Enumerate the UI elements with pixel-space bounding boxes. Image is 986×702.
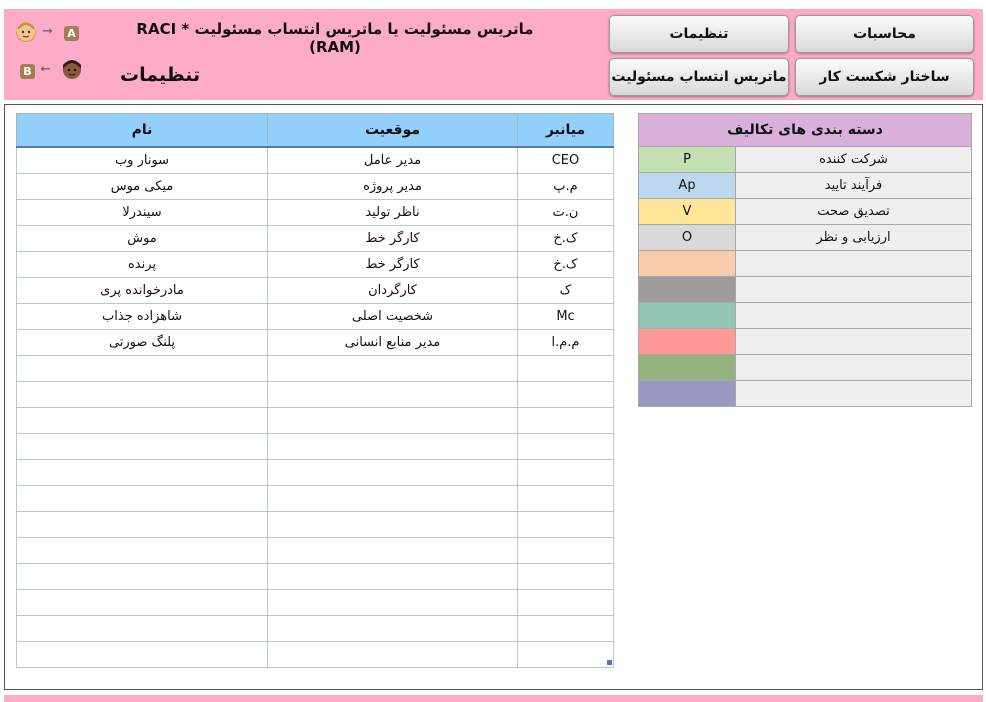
name-cell[interactable] — [17, 590, 268, 616]
shortcut-cell[interactable] — [518, 460, 614, 486]
name-cell[interactable] — [17, 460, 268, 486]
name-cell[interactable]: شاهزاده جذاب — [17, 304, 268, 330]
category-row — [639, 225, 972, 251]
name-cell[interactable] — [17, 538, 268, 564]
position-cell[interactable]: مدیر منابع انسانی — [268, 330, 518, 356]
shortcut-cell[interactable]: م.پ — [518, 174, 614, 200]
table-row — [17, 200, 614, 226]
name-cell[interactable]: مادرخوانده پری — [17, 278, 268, 304]
table-row — [17, 590, 614, 616]
position-cell[interactable] — [268, 356, 518, 382]
position-cell[interactable] — [268, 486, 518, 512]
position-cell[interactable] — [268, 564, 518, 590]
shortcut-cell[interactable]: م.م.ا — [518, 330, 614, 356]
footer-bar — [4, 695, 983, 702]
position-cell[interactable] — [268, 512, 518, 538]
shortcut-cell[interactable] — [518, 408, 614, 434]
page-subtitle: تنظیمات — [120, 64, 201, 86]
shortcut-cell[interactable]: ک.خ — [518, 252, 614, 278]
category-code-cell[interactable]: V — [639, 199, 736, 225]
category-label-cell[interactable]: تصدیق صحت — [736, 199, 972, 225]
name-cell[interactable] — [17, 434, 268, 460]
role-switch-icons[interactable] — [14, 16, 88, 92]
arrow-left-icon: ➞ — [40, 62, 51, 77]
categories-header-row — [639, 114, 972, 147]
category-label-cell[interactable]: شرکت کننده — [736, 147, 972, 173]
shortcut-cell[interactable] — [518, 512, 614, 538]
position-cell[interactable] — [268, 616, 518, 642]
category-code-cell[interactable] — [639, 251, 736, 277]
category-row — [639, 147, 972, 173]
shortcut-cell[interactable]: Mc — [518, 304, 614, 330]
category-label-cell[interactable]: ارزیابی و نظر — [736, 225, 972, 251]
task-categories-table — [638, 113, 972, 407]
name-cell[interactable] — [17, 486, 268, 512]
shortcut-cell[interactable] — [518, 538, 614, 564]
category-label-cell[interactable] — [736, 329, 972, 355]
position-cell[interactable] — [268, 460, 518, 486]
table-row — [17, 460, 614, 486]
table-row — [17, 486, 614, 512]
category-label-cell[interactable] — [736, 303, 972, 329]
name-cell[interactable] — [17, 356, 268, 382]
position-cell[interactable] — [268, 408, 518, 434]
name-cell[interactable] — [17, 382, 268, 408]
categories-header: دسته بندی های تکالیف — [639, 114, 972, 147]
name-cell[interactable] — [17, 564, 268, 590]
category-code-cell[interactable]: O — [639, 225, 736, 251]
table-row — [17, 512, 614, 538]
page-title: ماتریس مسئولیت یا ماتریس انتساب مسئولیت RACI * (RAM) — [136, 20, 534, 56]
category-row — [639, 381, 972, 407]
table-row — [17, 616, 614, 642]
table-row — [17, 330, 614, 356]
name-cell[interactable] — [17, 408, 268, 434]
category-row — [639, 355, 972, 381]
position-cell[interactable] — [268, 590, 518, 616]
shortcut-column-header[interactable]: میانبر — [518, 114, 614, 148]
position-cell[interactable] — [268, 434, 518, 460]
position-cell[interactable]: کارگردان — [268, 278, 518, 304]
category-code-cell[interactable]: P — [639, 147, 736, 173]
calculations-button[interactable]: محاسبات — [795, 15, 974, 53]
position-cell[interactable] — [268, 382, 518, 408]
name-cell[interactable] — [17, 642, 268, 668]
category-row — [639, 199, 972, 225]
shortcut-cell[interactable] — [518, 486, 614, 512]
name-cell[interactable]: موش — [17, 226, 268, 252]
category-code-cell[interactable] — [639, 381, 736, 407]
people-table — [16, 113, 614, 668]
category-code-cell[interactable] — [639, 277, 736, 303]
category-row — [639, 277, 972, 303]
category-label-cell[interactable]: فرآیند تایید — [736, 173, 972, 199]
category-row — [639, 173, 972, 199]
settings-button[interactable]: تنظیمات — [609, 15, 789, 53]
category-label-cell[interactable] — [736, 381, 972, 407]
shortcut-cell[interactable] — [518, 434, 614, 460]
shortcut-cell[interactable] — [518, 382, 614, 408]
arrow-right-icon: ➞ — [42, 24, 53, 39]
ram-button[interactable]: ماتریس انتساب مسئولیت — [609, 58, 789, 96]
category-code-cell[interactable] — [639, 329, 736, 355]
position-column-header[interactable]: موقعیت — [268, 114, 518, 148]
name-cell[interactable] — [17, 616, 268, 642]
people-table-header-row — [17, 114, 614, 148]
shortcut-cell[interactable] — [518, 642, 614, 668]
name-cell[interactable]: سونار وب — [17, 147, 268, 174]
table-row — [17, 356, 614, 382]
table-row — [17, 538, 614, 564]
shortcut-cell[interactable] — [518, 616, 614, 642]
position-cell[interactable]: مدیر عامل — [268, 147, 518, 174]
category-row — [639, 329, 972, 355]
table-row — [17, 226, 614, 252]
table-row — [17, 174, 614, 200]
category-row — [639, 303, 972, 329]
category-row — [639, 251, 972, 277]
name-cell[interactable]: پلنگ صورتی — [17, 330, 268, 356]
position-cell[interactable] — [268, 538, 518, 564]
table-row — [17, 278, 614, 304]
person-avatar-icon — [16, 22, 36, 42]
category-code-cell[interactable] — [639, 355, 736, 381]
position-cell[interactable]: کارگر خط — [268, 252, 518, 278]
table-row — [17, 252, 614, 278]
person-avatar-dark-icon — [62, 60, 82, 80]
position-cell[interactable] — [268, 642, 518, 668]
shortcut-cell[interactable]: CEO — [518, 147, 614, 174]
shortcut-cell[interactable]: ک.خ — [518, 226, 614, 252]
position-cell[interactable]: مدیر پروژه — [268, 174, 518, 200]
name-column-header[interactable]: نام — [17, 114, 268, 148]
category-code-cell[interactable] — [639, 303, 736, 329]
shortcut-cell[interactable] — [518, 564, 614, 590]
table-row — [17, 382, 614, 408]
position-cell[interactable]: شخصیت اصلی — [268, 304, 518, 330]
shortcut-cell[interactable]: ک — [518, 278, 614, 304]
shortcut-cell[interactable]: ن.ت — [518, 200, 614, 226]
category-label-cell[interactable] — [736, 251, 972, 277]
category-label-cell[interactable] — [736, 277, 972, 303]
table-resize-handle[interactable] — [607, 660, 612, 665]
table-row — [17, 434, 614, 460]
wbs-button[interactable]: ساختار شکست کار — [795, 58, 974, 96]
position-cell[interactable]: کارگر خط — [268, 226, 518, 252]
table-row — [17, 408, 614, 434]
table-row — [17, 642, 614, 668]
badge-a-icon: A — [64, 26, 79, 41]
table-row — [17, 564, 614, 590]
category-label-cell[interactable] — [736, 355, 972, 381]
category-code-cell[interactable]: Ap — [639, 173, 736, 199]
name-cell[interactable]: میکی موس — [17, 174, 268, 200]
shortcut-cell[interactable] — [518, 590, 614, 616]
badge-b-icon: B — [20, 64, 35, 79]
table-row — [17, 147, 614, 174]
name-cell[interactable] — [17, 512, 268, 538]
shortcut-cell[interactable] — [518, 356, 614, 382]
name-cell[interactable]: سیندرلا — [17, 200, 268, 226]
name-cell[interactable]: پرنده — [17, 252, 268, 278]
table-row — [17, 304, 614, 330]
position-cell[interactable]: ناظر تولید — [268, 200, 518, 226]
